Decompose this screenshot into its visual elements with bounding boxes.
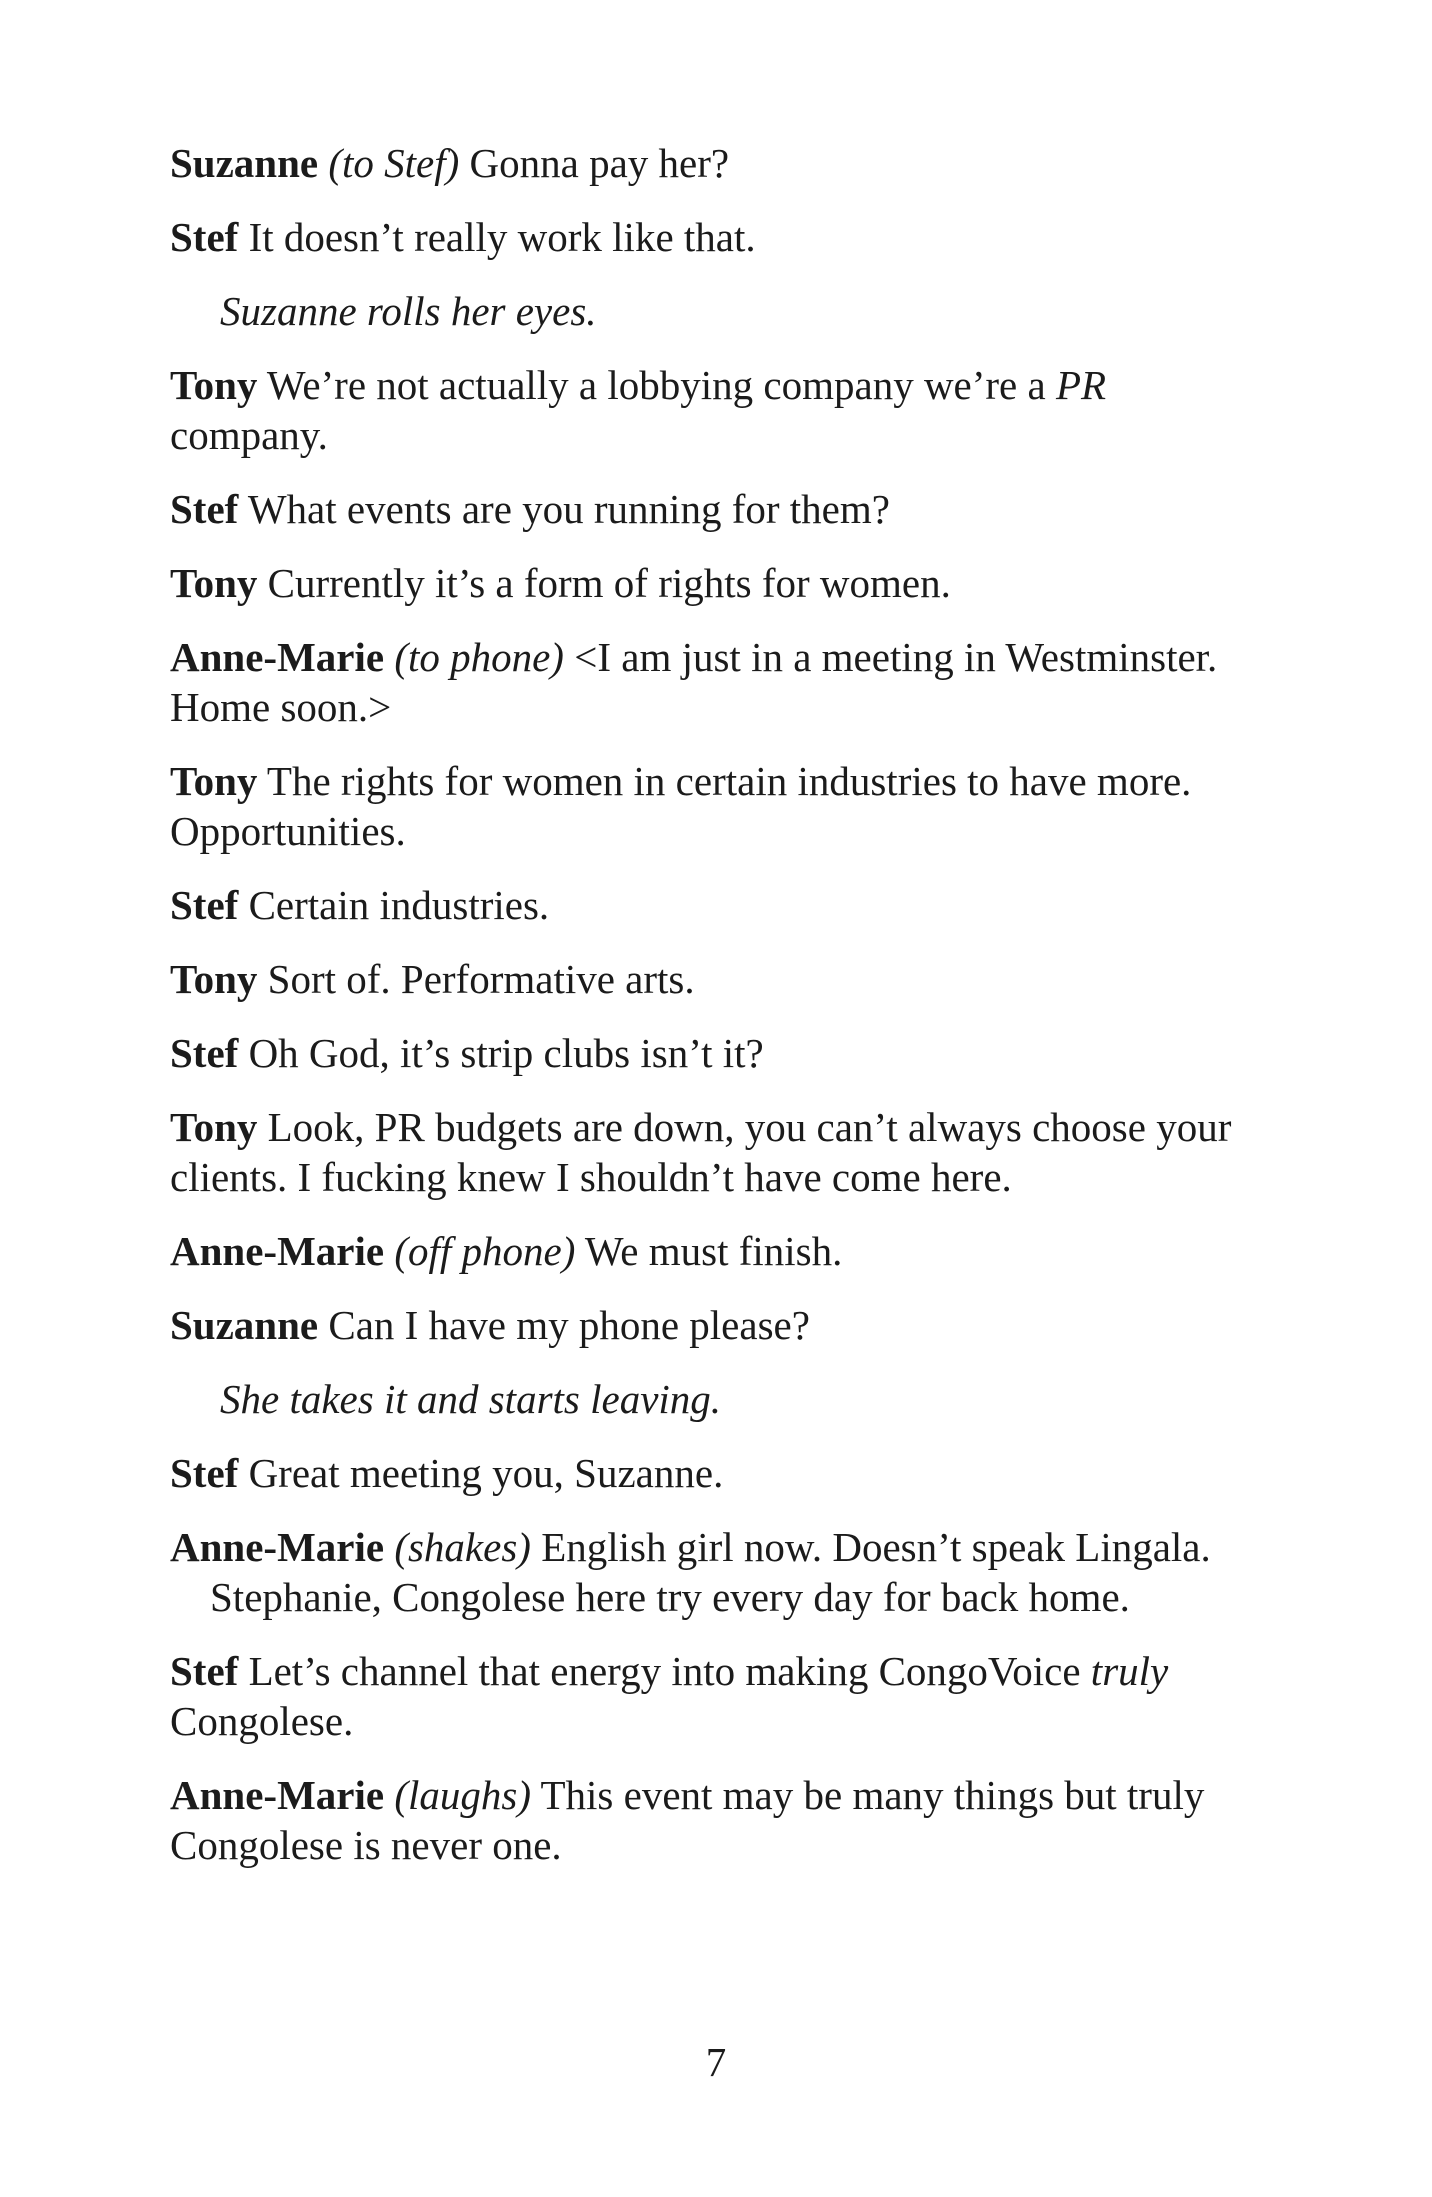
dialogue-line: [170, 880, 1260, 930]
speaker-name: Tony: [170, 758, 258, 804]
dialogue-text: Congolese.: [170, 1698, 354, 1744]
speaker-name: Anne-Marie: [170, 1228, 385, 1274]
dialogue-text: Certain industries.: [248, 882, 550, 928]
dialogue-text: Great meeting you, Suzanne.: [248, 1450, 724, 1496]
dialogue-line: [170, 484, 1260, 534]
stage-direction: She takes it and starts leaving.: [220, 1376, 722, 1422]
stage-direction-inline: (shakes): [394, 1524, 531, 1570]
dialogue-line: [170, 1226, 1260, 1276]
speaker-name: Stef: [170, 882, 239, 928]
stage-direction-inline: (to Stef): [328, 140, 460, 186]
script-page: [170, 138, 1260, 1894]
dialogue-line: [170, 1448, 1260, 1498]
dialogue-text: The rights for women in certain industries to have more. Opportunities.: [170, 758, 1192, 854]
dialogue-line: [170, 212, 1260, 262]
dialogue-line: [170, 1102, 1260, 1202]
dialogue-text: English girl now. Doesn’t speak Lingala.: [541, 1524, 1211, 1570]
dialogue-emphasis: PR: [1055, 362, 1107, 408]
dialogue-text: Let’s channel that energy into making CongoVoice: [248, 1648, 1081, 1694]
speaker-name: Suzanne: [170, 140, 319, 186]
speaker-name: Anne-Marie: [170, 1772, 385, 1818]
speaker-name: Stef: [170, 1030, 239, 1076]
dialogue-line: [170, 756, 1260, 856]
dialogue-text: This event may be many things but truly Congolese is never one.: [170, 1772, 1205, 1868]
dialogue-text: Can I have my phone please?: [328, 1302, 810, 1348]
stage-direction: Suzanne rolls her eyes.: [220, 288, 597, 334]
stage-direction-inline: (off phone): [394, 1228, 576, 1274]
dialogue-line: [170, 1770, 1260, 1870]
dialogue-text: We must finish.: [584, 1228, 843, 1274]
speaker-name: Anne-Marie: [170, 1524, 385, 1570]
dialogue-line: [170, 1300, 1260, 1350]
stage-direction-inline: (to phone): [394, 634, 564, 680]
dialogue-text-continued: Stephanie, Congolese here try every day for back home.: [210, 1574, 1130, 1620]
dialogue-line: [170, 1522, 1260, 1622]
speaker-name: Tony: [170, 1104, 258, 1150]
speaker-name: Tony: [170, 362, 258, 408]
dialogue-text: Oh God, it’s strip clubs isn’t it?: [248, 1030, 764, 1076]
speaker-name: Stef: [170, 486, 239, 532]
dialogue-line: [170, 954, 1260, 1004]
speaker-name: Tony: [170, 560, 258, 606]
dialogue-text: Look, PR budgets are down, you can’t always choose your clients. I fucking knew I shouldn’t have come here.: [170, 1104, 1232, 1200]
dialogue-text: Gonna pay her?: [469, 140, 730, 186]
dialogue-emphasis: truly: [1090, 1648, 1169, 1694]
speaker-name: Stef: [170, 1648, 239, 1694]
speaker-name: Suzanne: [170, 1302, 319, 1348]
speaker-name: Anne-Marie: [170, 634, 385, 680]
page-number: 7: [705, 2039, 727, 2085]
dialogue-line: [170, 1646, 1260, 1746]
dialogue-text: What events are you running for them?: [247, 486, 890, 532]
speaker-name: Tony: [170, 956, 258, 1002]
speaker-name: Stef: [170, 1450, 239, 1496]
speaker-name: Stef: [170, 214, 239, 260]
dialogue-text: Currently it’s a form of rights for women.: [267, 560, 951, 606]
dialogue-line: [170, 558, 1260, 608]
dialogue-line: [170, 360, 1260, 460]
dialogue-line: [170, 138, 1260, 188]
dialogue-text: Sort of. Performative arts.: [267, 956, 695, 1002]
dialogue-text: It doesn’t really work like that.: [248, 214, 756, 260]
dialogue-text: We’re not actually a lobbying company we’re a: [266, 362, 1046, 408]
dialogue-text: company.: [170, 412, 328, 458]
dialogue-text: <I am just in a meeting in Westminster. Home soon.>: [170, 634, 1218, 730]
stage-direction-inline: (laughs): [394, 1772, 531, 1818]
dialogue-line: [170, 1028, 1260, 1078]
dialogue-line: [170, 632, 1260, 732]
